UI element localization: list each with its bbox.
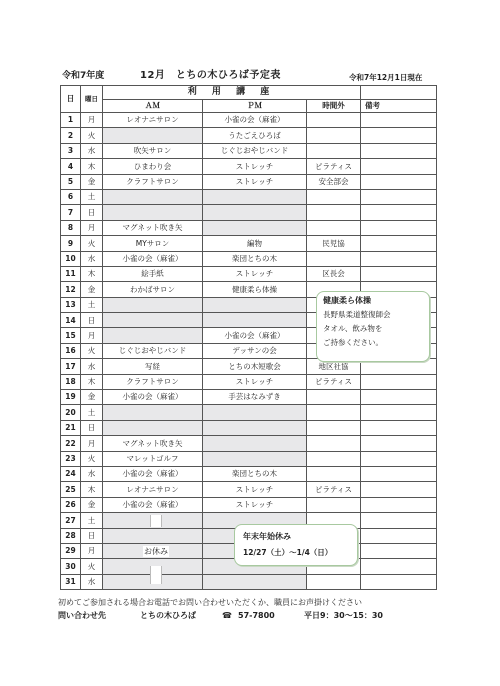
schedule-row <box>61 482 437 497</box>
holiday-dates: 12/27（土）～1/4（日） <box>243 548 333 557</box>
notes-cell <box>361 251 437 266</box>
day-number: 12 <box>61 282 81 297</box>
first-time-note: 初めてご参加される場合お電話でお問い合わせいただくか、職員にお声掛けください <box>58 598 362 607</box>
weekday: 木 <box>81 159 103 174</box>
pm-activity <box>203 189 307 204</box>
closed-bar-top <box>150 515 162 527</box>
pm-activity <box>203 436 307 451</box>
phone-icon: ☎ <box>222 611 232 620</box>
weekday: 月 <box>81 328 103 343</box>
weekday: 月 <box>81 220 103 235</box>
am-activity: 小雀の会（麻雀） <box>103 497 203 512</box>
after-hours-activity <box>307 497 361 512</box>
notes-cell <box>361 113 437 128</box>
day-number: 27 <box>61 513 81 528</box>
am-activity: 写経 <box>103 359 203 374</box>
am-activity <box>103 528 203 543</box>
pm-activity: ストレッチ <box>203 174 307 189</box>
day-number: 18 <box>61 374 81 389</box>
am-activity: 小雀の会（麻雀） <box>103 466 203 481</box>
am-activity: マレットゴルフ <box>103 451 203 466</box>
weekday: 水 <box>81 466 103 481</box>
weekday: 金 <box>81 497 103 512</box>
weekday: 木 <box>81 482 103 497</box>
after-hours-activity <box>307 466 361 481</box>
schedule-row <box>61 205 437 220</box>
am-activity <box>103 297 203 312</box>
col-header-notes: 備考 <box>361 100 437 113</box>
pm-activity: 楽団とちの木 <box>203 251 307 266</box>
am-activity <box>103 313 203 328</box>
am-activity <box>103 420 203 435</box>
pm-activity: 編物 <box>203 236 307 251</box>
pm-activity: ストレッチ <box>203 497 307 512</box>
day-number: 16 <box>61 343 81 358</box>
schedule-row <box>61 436 437 451</box>
pm-activity: 小雀の会（麻雀） <box>203 328 307 343</box>
am-activity <box>103 205 203 220</box>
notes-cell <box>361 513 437 528</box>
notice-line-3: ご持参ください。 <box>323 338 383 347</box>
pm-activity <box>203 297 307 312</box>
am-activity <box>103 128 203 143</box>
weekday: 日 <box>81 313 103 328</box>
weekday: 水 <box>81 143 103 158</box>
pm-activity: ストレッチ <box>203 159 307 174</box>
weekday: 金 <box>81 282 103 297</box>
notes-cell <box>361 405 437 420</box>
pm-activity <box>203 205 307 220</box>
pm-activity: ストレッチ <box>203 374 307 389</box>
am-activity: わかばサロン <box>103 282 203 297</box>
after-hours-activity: ピラティス <box>307 159 361 174</box>
weekday: 月 <box>81 113 103 128</box>
after-hours-activity <box>307 189 361 204</box>
schedule-row <box>61 220 437 235</box>
weekday: 日 <box>81 205 103 220</box>
notes-cell <box>361 390 437 405</box>
pm-activity: じぐじおやじバンド <box>203 143 307 158</box>
pm-activity <box>203 451 307 466</box>
weekday: 火 <box>81 451 103 466</box>
day-number: 22 <box>61 436 81 451</box>
after-hours-activity: 民児協 <box>307 236 361 251</box>
notes-cell <box>361 482 437 497</box>
holiday-box <box>234 524 358 566</box>
day-number: 20 <box>61 405 81 420</box>
schedule-row <box>61 113 437 128</box>
day-number: 2 <box>61 128 81 143</box>
notes-cell <box>361 205 437 220</box>
day-number: 14 <box>61 313 81 328</box>
notes-cell <box>361 436 437 451</box>
notes-cell <box>361 236 437 251</box>
weekday: 日 <box>81 420 103 435</box>
pm-activity: 健康柔ら体操 <box>203 282 307 297</box>
am-activity: 吹矢サロン <box>103 143 203 158</box>
closed-label: お休み <box>144 547 168 556</box>
day-number: 28 <box>61 528 81 543</box>
weekday: 日 <box>81 528 103 543</box>
pm-activity: うたごえひろば <box>203 128 307 143</box>
after-hours-activity <box>307 251 361 266</box>
day-number: 23 <box>61 451 81 466</box>
day-number: 11 <box>61 266 81 281</box>
notes-cell <box>361 189 437 204</box>
weekday: 土 <box>81 405 103 420</box>
day-number: 5 <box>61 174 81 189</box>
fiscal-year-label: 令和7年度 <box>62 71 105 81</box>
weekday: 木 <box>81 266 103 281</box>
weekday: 火 <box>81 559 103 574</box>
notice-title: 健康柔ら体操 <box>323 296 371 305</box>
day-number: 3 <box>61 143 81 158</box>
schedule-row <box>61 174 437 189</box>
am-activity: 絵手紙 <box>103 266 203 281</box>
pm-activity <box>203 574 307 589</box>
day-number: 1 <box>61 113 81 128</box>
weekday: 火 <box>81 128 103 143</box>
schedule-row <box>61 390 437 405</box>
notes-cell <box>361 220 437 235</box>
notes-cell <box>361 374 437 389</box>
col-header-pm: ＰＭ <box>203 100 307 113</box>
day-number: 31 <box>61 574 81 589</box>
pm-activity: とちの木短歌会 <box>203 359 307 374</box>
schedule-row <box>61 266 437 281</box>
notes-cell <box>361 466 437 481</box>
day-number: 7 <box>61 205 81 220</box>
schedule-row <box>61 405 437 420</box>
col-header-day: 日 <box>61 86 81 113</box>
exercise-notice-box <box>316 291 430 362</box>
day-number: 25 <box>61 482 81 497</box>
schedule-row <box>61 420 437 435</box>
schedule-row <box>61 236 437 251</box>
day-number: 10 <box>61 251 81 266</box>
pm-activity: 楽団とちの木 <box>203 466 307 481</box>
after-hours-activity: ピラティス <box>307 374 361 389</box>
col-header-dow: 曜日 <box>81 86 103 113</box>
holiday-title: 年末年始休み <box>243 532 291 541</box>
weekday: 土 <box>81 189 103 204</box>
day-number: 21 <box>61 420 81 435</box>
notes-cell <box>361 528 437 543</box>
day-number: 19 <box>61 390 81 405</box>
am-activity <box>103 189 203 204</box>
schedule-row <box>61 159 437 174</box>
schedule-row <box>61 466 437 481</box>
schedule-row <box>61 451 437 466</box>
notes-cell <box>361 497 437 512</box>
notes-cell <box>361 174 437 189</box>
usage-header: 利 用 講 座 <box>103 86 361 100</box>
col-header-am: ＡＭ <box>103 100 203 113</box>
am-activity: MYサロン <box>103 236 203 251</box>
am-activity: 小雀の会（麻雀） <box>103 390 203 405</box>
pm-activity <box>203 220 307 235</box>
pm-activity: 小雀の会（麻雀） <box>203 113 307 128</box>
notes-cell <box>361 559 437 574</box>
schedule-row <box>61 251 437 266</box>
after-hours-activity <box>307 436 361 451</box>
pm-activity: ストレッチ <box>203 266 307 281</box>
after-hours-activity <box>307 405 361 420</box>
am-activity: クラフトサロン <box>103 174 203 189</box>
notes-cell <box>361 128 437 143</box>
closed-bar-bottom <box>150 566 162 584</box>
after-hours-activity <box>307 574 361 589</box>
am-activity: マグネット吹き矢 <box>103 436 203 451</box>
schedule-row <box>61 128 437 143</box>
col-header-after-hours: 時間外 <box>307 100 361 113</box>
weekday: 水 <box>81 251 103 266</box>
page-title: 12月 とちの木ひろば予定表 <box>140 70 281 81</box>
day-number: 8 <box>61 220 81 235</box>
weekday: 水 <box>81 359 103 374</box>
am-activity: じぐじおやじバンド <box>103 343 203 358</box>
pm-activity <box>203 313 307 328</box>
after-hours-activity <box>307 143 361 158</box>
day-number: 9 <box>61 236 81 251</box>
day-number: 6 <box>61 189 81 204</box>
notes-cell <box>361 543 437 558</box>
weekday: 木 <box>81 374 103 389</box>
am-activity <box>103 405 203 420</box>
day-number: 13 <box>61 297 81 312</box>
opening-hours: 平日9：30～15：30 <box>304 611 383 620</box>
weekday: 火 <box>81 343 103 358</box>
after-hours-activity: 区長会 <box>307 266 361 281</box>
am-activity <box>103 328 203 343</box>
am-activity: レオナニサロン <box>103 113 203 128</box>
weekday: 土 <box>81 297 103 312</box>
notes-cell <box>361 143 437 158</box>
day-number: 29 <box>61 543 81 558</box>
contact-line <box>58 610 383 621</box>
schedule-row <box>61 574 437 589</box>
weekday: 月 <box>81 436 103 451</box>
notes-cell <box>361 451 437 466</box>
after-hours-activity <box>307 420 361 435</box>
day-number: 30 <box>61 559 81 574</box>
weekday: 土 <box>81 513 103 528</box>
notice-line-1: 長野県柔道整復師会 <box>323 310 391 319</box>
pm-activity: ストレッチ <box>203 482 307 497</box>
contact-phone: 57-7800 <box>238 611 275 620</box>
after-hours-activity: 安全部会 <box>307 174 361 189</box>
weekday: 火 <box>81 236 103 251</box>
weekday: 金 <box>81 390 103 405</box>
day-number: 15 <box>61 328 81 343</box>
am-activity: クラフトサロン <box>103 374 203 389</box>
after-hours-activity <box>307 113 361 128</box>
am-activity: ひまわり会 <box>103 159 203 174</box>
notes-cell <box>361 159 437 174</box>
weekday: 月 <box>81 543 103 558</box>
day-number: 4 <box>61 159 81 174</box>
am-activity: レオナニサロン <box>103 482 203 497</box>
schedule-row <box>61 189 437 204</box>
after-hours-activity <box>307 451 361 466</box>
pm-activity <box>203 405 307 420</box>
am-activity: マグネット吹き矢 <box>103 220 203 235</box>
schedule-row <box>61 143 437 158</box>
header-blank <box>361 86 437 100</box>
after-hours-activity: ピラティス <box>307 482 361 497</box>
after-hours-activity <box>307 128 361 143</box>
day-number: 24 <box>61 466 81 481</box>
after-hours-activity <box>307 390 361 405</box>
after-hours-activity: 地区社協 <box>307 359 361 374</box>
contact-label: 問い合わせ先 <box>58 611 106 620</box>
notice-line-2: タオル、飲み物を <box>323 324 383 333</box>
day-number: 26 <box>61 497 81 512</box>
notes-cell <box>361 266 437 281</box>
weekday: 水 <box>81 574 103 589</box>
contact-place: とちの木ひろば <box>140 611 196 620</box>
day-number: 17 <box>61 359 81 374</box>
as-of-date: 令和7年12月1日現在 <box>349 73 423 82</box>
am-activity: 小雀の会（麻雀） <box>103 251 203 266</box>
schedule-row <box>61 374 437 389</box>
notes-cell <box>361 420 437 435</box>
notes-cell <box>361 574 437 589</box>
pm-activity: 手芸はなみずき <box>203 390 307 405</box>
after-hours-activity <box>307 205 361 220</box>
schedule-row <box>61 497 437 512</box>
pm-activity: デッサンの会 <box>203 343 307 358</box>
weekday: 金 <box>81 174 103 189</box>
after-hours-activity <box>307 220 361 235</box>
pm-activity <box>203 420 307 435</box>
